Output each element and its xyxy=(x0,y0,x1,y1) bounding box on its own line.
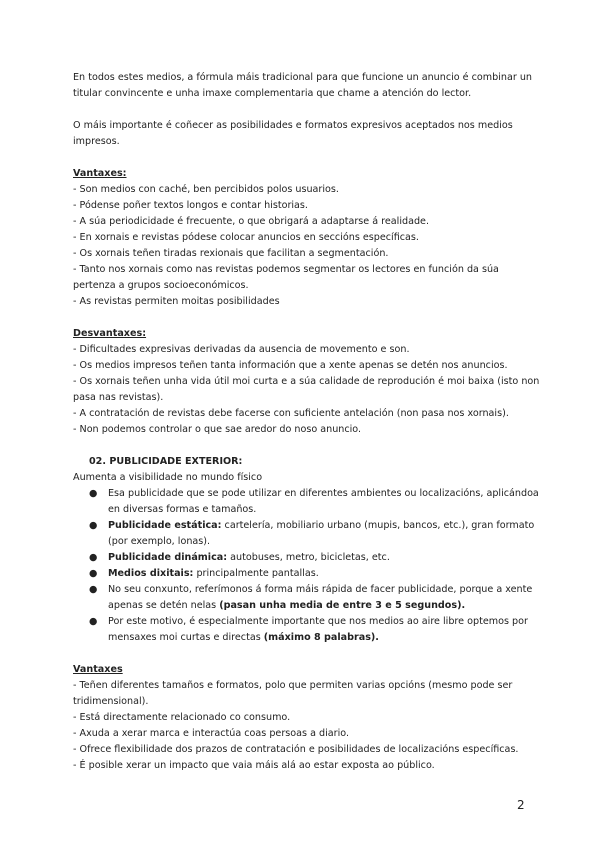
desvantaxes-heading: Desvantaxes: xyxy=(73,328,147,339)
vantaxes-heading: Vantaxes: xyxy=(73,168,127,179)
bullet-icon: ● xyxy=(89,552,98,563)
list-item xyxy=(73,550,543,566)
spacer xyxy=(73,646,543,662)
list-item xyxy=(73,518,543,550)
bullet-text: Por este motivo, é especialmente importante que nos medios ao aire libre optemos por mensaxes moi curtas e directas xyxy=(108,616,528,643)
exterior-subtitle: Aumenta a visibilidade no mundo físico xyxy=(73,472,263,483)
spacer xyxy=(73,102,543,118)
desvantaxes-item-1: - Dificultades expresivas derivadas da ausencia de movemento e son. xyxy=(73,344,410,355)
bullet-text: cartelería, mobiliario urbano (mupis, bancos, etc.), gran formato (por exemplo, lonas). xyxy=(108,520,535,547)
vantaxes-item-3: - A súa periodicidade é frecuente, o que obrigará a adaptarse á realidade. xyxy=(73,216,430,227)
exterior-bullet-list xyxy=(73,486,543,646)
document-page xyxy=(73,70,543,774)
desvantaxes-item-2: - Os medios impresos teñen tanta información que a xente apenas se detén nos anuncios. xyxy=(73,360,508,371)
vantaxes-item-7: - As revistas permiten moitas posibilidades xyxy=(73,296,280,307)
vantaxes2-item-4: - Ofrece flexibilidade dos prazos de contratación e posibilidades de localizacións específicas. xyxy=(73,744,519,755)
list-item xyxy=(73,486,543,518)
bullet-icon: ● xyxy=(89,616,98,627)
exterior-section-title: 02. PUBLICIDADE EXTERIOR: xyxy=(89,456,243,467)
bullet-icon: ● xyxy=(89,488,98,499)
vantaxes-item-4: - En xornais e revistas pódese colocar anuncios en seccións específicas. xyxy=(73,232,419,243)
vantaxes2-item-1: - Teñen diferentes tamaños e formatos, polo que permiten varias opcións (mesmo pode ser tridimensional). xyxy=(73,680,513,707)
bullet-bold-text: (máximo 8 palabras). xyxy=(263,632,379,643)
desvantaxes-item-3: - Os xornais teñen unha vida útil moi curta e a súa calidade de reprodución é moi baixa (isto non pasa nas revistas). xyxy=(73,376,540,403)
vantaxes2-item-5: - É posible xerar un impacto que vaia máis alá ao estar exposta ao público. xyxy=(73,760,435,771)
vantaxes2-heading: Vantaxes xyxy=(73,664,123,675)
page-number: 2 xyxy=(517,798,525,812)
vantaxes-item-5: - Os xornais teñen tiradas rexionais que facilitan a segmentación. xyxy=(73,248,389,259)
vantaxes2-item-3: - Axuda a xerar marca e interactúa coas persoas a diario. xyxy=(73,728,349,739)
vantaxes2-item-2: - Está directamente relacionado co consumo. xyxy=(73,712,291,723)
spacer xyxy=(73,150,543,166)
vantaxes-item-6: - Tanto nos xornais como nas revistas podemos segmentar os lectores en función da súa pertenza a grupos socioeconómicos. xyxy=(73,264,499,291)
bullet-icon: ● xyxy=(89,584,98,595)
bullet-text: autobuses, metro, bicicletas, etc. xyxy=(227,552,390,563)
vantaxes-item-1: - Son medios con caché, ben percibidos polos usuarios. xyxy=(73,184,339,195)
vantaxes-item-2: - Pódense poñer textos longos e contar historias. xyxy=(73,200,308,211)
bullet-bold-label: Publicidade estática: xyxy=(108,520,222,531)
bullet-icon: ● xyxy=(89,520,98,531)
bullet-icon: ● xyxy=(89,568,98,579)
list-item xyxy=(73,566,543,582)
spacer xyxy=(73,438,543,454)
desvantaxes-item-5: - Non podemos controlar o que sae aredor do noso anuncio. xyxy=(73,424,362,435)
bullet-bold-label: Medios dixitais: xyxy=(108,568,194,579)
bullet-text: Esa publicidade que se pode utilizar en diferentes ambientes ou localizacións, aplicándoa en diversas formas e tamaños. xyxy=(108,488,539,515)
intro-paragraph-2: O máis importante é coñecer as posibilidades e formatos expresivos aceptados nos medios impresos. xyxy=(73,120,513,147)
bullet-text: principalmente pantallas. xyxy=(193,568,319,579)
spacer xyxy=(73,310,543,326)
intro-paragraph-1: En todos estes medios, a fórmula máis tradicional para que funcione un anuncio é combinar un titular convincente e unha imaxe complementaria que chame a atención do lector. xyxy=(73,72,532,99)
bullet-bold-label: Publicidade dinámica: xyxy=(108,552,228,563)
desvantaxes-item-4: - A contratación de revistas debe facerse con suficiente antelación (non pasa nos xornais). xyxy=(73,408,509,419)
list-item xyxy=(73,582,543,614)
bullet-text: No seu conxunto, referímonos á forma máis rápida de facer publicidade, porque a xente apenas se detén nelas xyxy=(108,584,533,611)
list-item xyxy=(73,614,543,646)
bullet-bold-text: (pasan unha media de entre 3 e 5 segundos). xyxy=(219,600,466,611)
